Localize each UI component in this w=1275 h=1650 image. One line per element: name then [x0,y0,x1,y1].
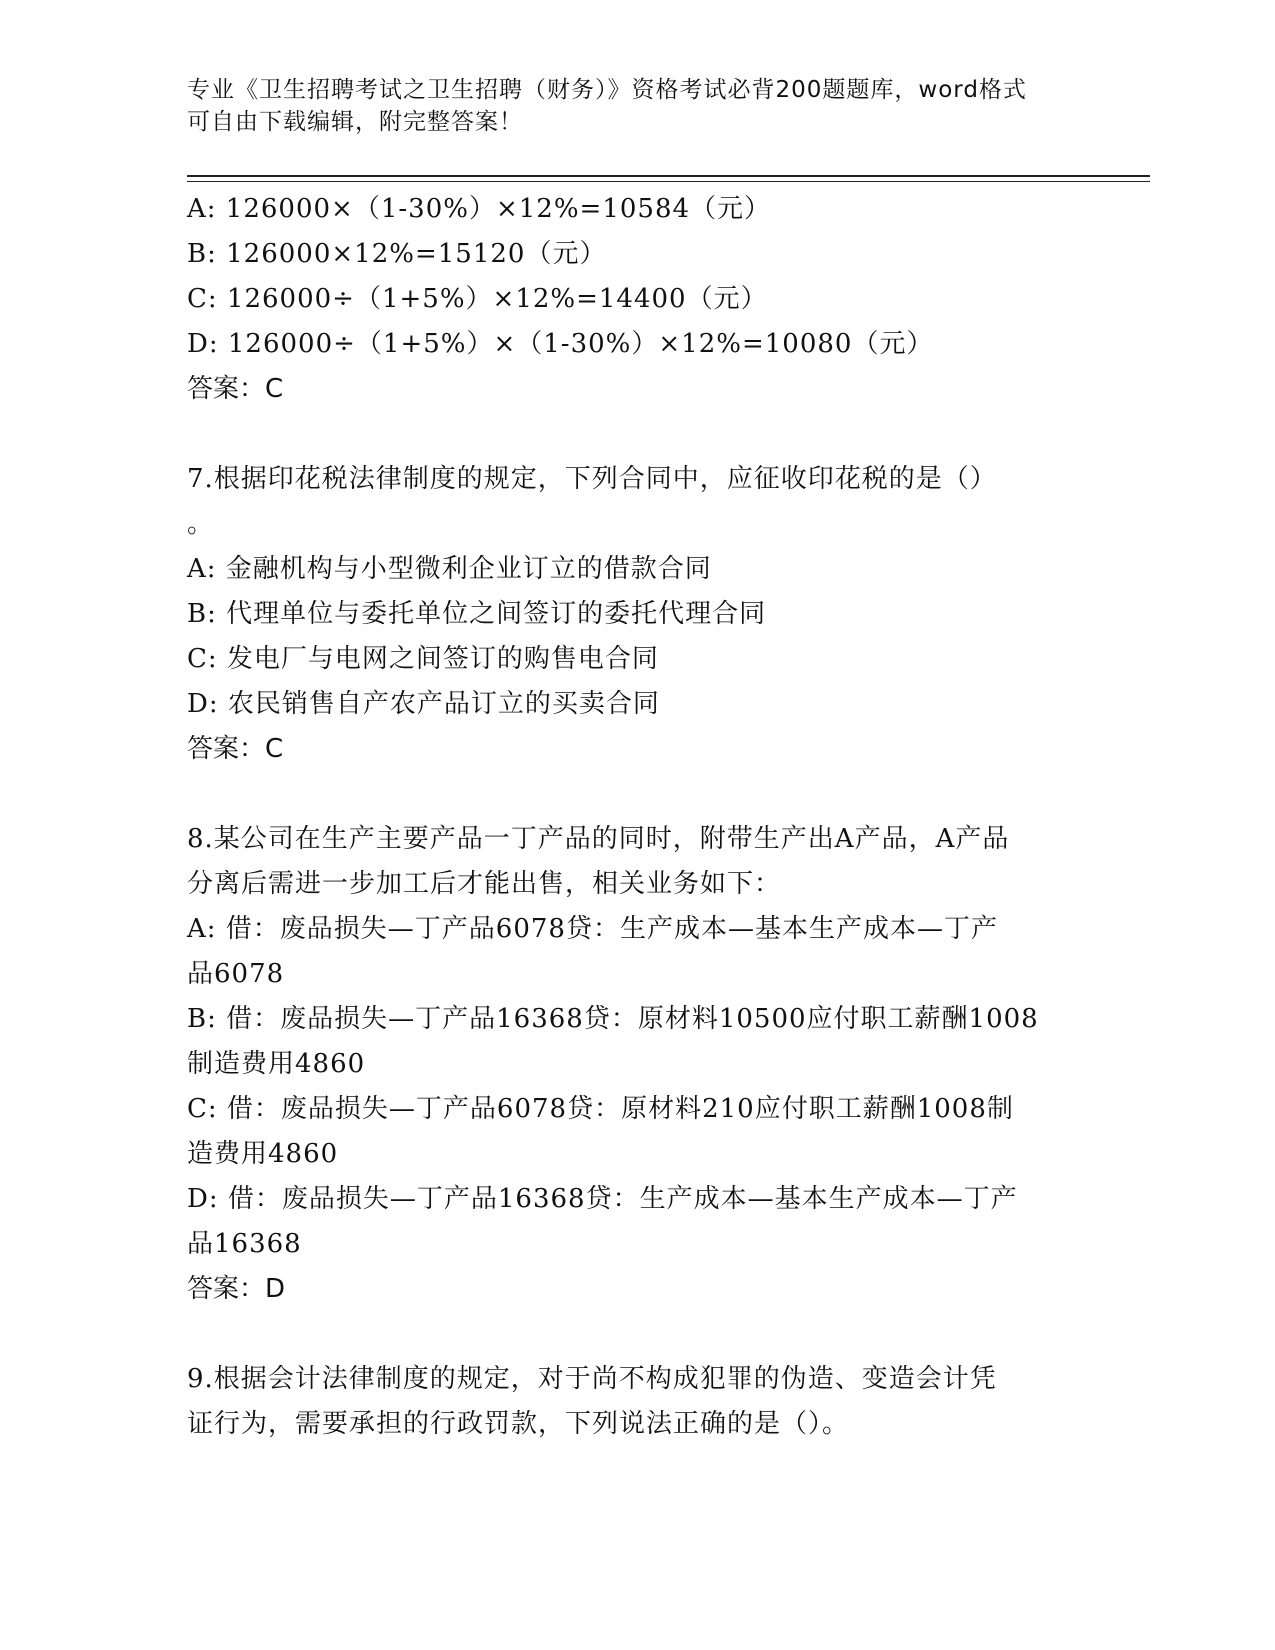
question-7 [187,457,1087,772]
option-d-continued: 品16368 [187,1229,302,1259]
option-a: A: 126000×（1-30%）×12%=10584（元） [187,194,772,224]
question-stem: 9.根据会计法律制度的规定，对于尚不构成犯罪的伪造、变造会计凭 [187,1364,997,1394]
answer-line: 答案：C [187,734,284,764]
question-stem: 7.根据印花税法律制度的规定，下列合同中，应征收印花税的是（） [187,464,997,494]
option-c: C: 借：废品损失—丁产品6078贷：原材料210应付职工薪酬1008制 [187,1094,1014,1124]
header-title-line-1: 专业《卫生招聘考试之卫生招聘（财务）》资格考试必背200题题库，word格式 [187,77,1027,103]
option-a-continued: 品6078 [187,959,285,989]
option-b: B: 126000×12%=15120（元） [187,239,607,269]
option-c-continued: 造费用4860 [187,1139,339,1169]
document-header [187,74,1087,138]
question-9 [187,1357,1087,1447]
header-divider-thin [187,181,1150,182]
header-divider-thick [187,175,1150,177]
option-d: D: 借：废品损失—丁产品16368贷：生产成本—基本生产成本—丁产 [187,1184,1018,1214]
option-a: A: 借：废品损失—丁产品6078贷：生产成本—基本生产成本—丁产 [187,914,998,944]
question-stem-continued: 分离后需进一步加工后才能出售，相关业务如下： [187,869,782,899]
spacer [187,412,1087,457]
question-stem: 8.某公司在生产主要产品一丁产品的同时，附带生产出A产品，A产品 [187,824,1010,854]
option-d: D: 农民销售自产农产品订立的买卖合同 [187,689,660,719]
header-title-line-2: 可自由下载编辑，附完整答案！ [187,109,523,135]
answer-line: 答案：D [187,1274,286,1304]
answer-line: 答案：C [187,374,284,404]
question-stem-continued: 证行为，需要承担的行政罚款，下列说法正确的是（）。 [187,1409,850,1439]
option-b: B: 借：废品损失—丁产品16368贷：原材料10500应付职工薪酬1008 [187,1004,1039,1034]
spacer [187,1312,1087,1357]
option-c: C: 发电厂与电网之间签订的购售电合同 [187,644,659,674]
question-8 [187,817,1087,1312]
spacer [187,772,1087,817]
option-b: B: 代理单位与委托单位之间签订的委托代理合同 [187,599,767,629]
option-a: A: 金融机构与小型微利企业订立的借款合同 [187,554,712,584]
option-b-continued: 制造费用4860 [187,1049,366,1079]
option-d: D: 126000÷（1+5%）×（1-30%）×12%=10080（元） [187,329,934,359]
option-c: C: 126000÷（1+5%）×12%=14400（元） [187,284,768,314]
question-stem-continued: 。 [187,509,215,539]
question-list [187,187,1087,1447]
question-6 [187,187,1087,412]
